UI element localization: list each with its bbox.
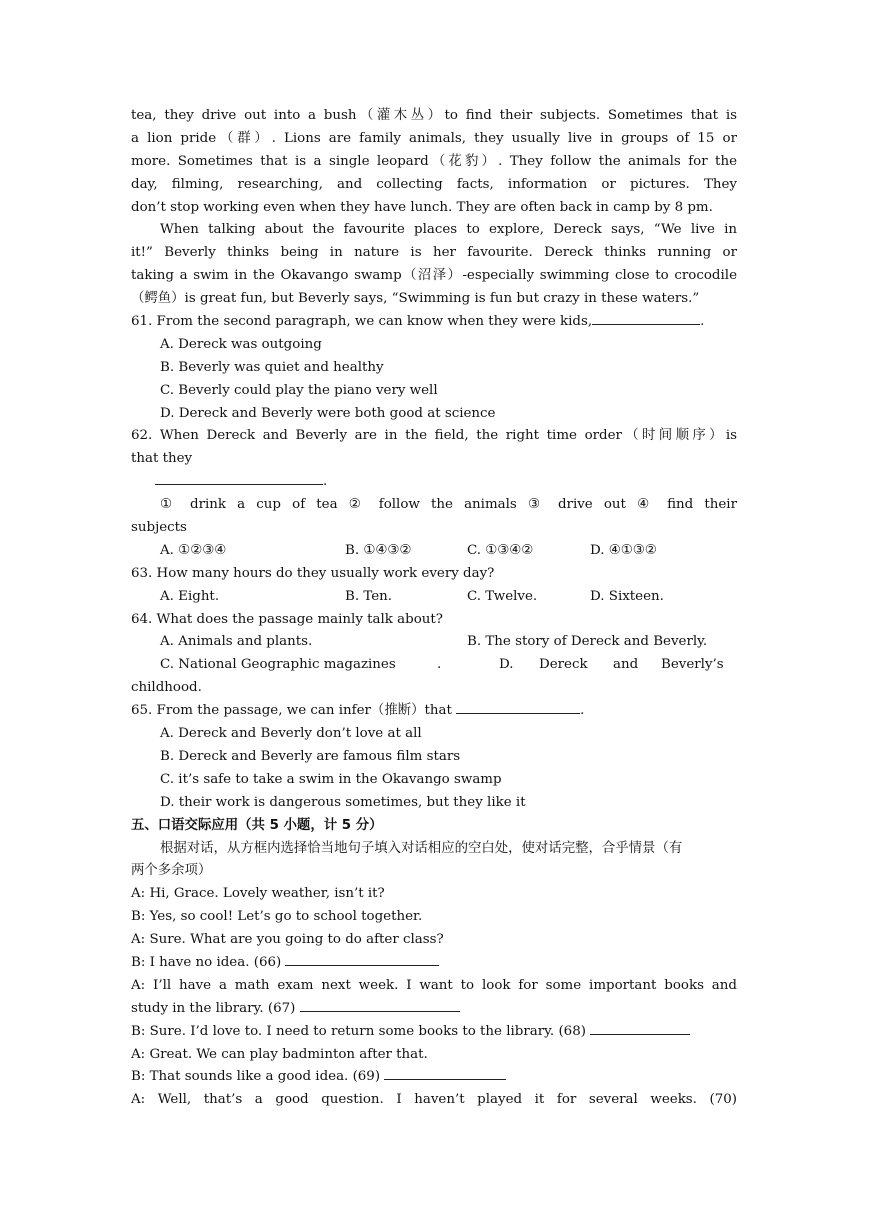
options-row [131,540,737,563]
dialogue-line: A: Sure. What are you going to do after class? [131,932,444,948]
answer-blank[interactable] [155,472,323,485]
answer-blank-68[interactable] [590,1022,690,1035]
passage-line: day, filming, researching, and collecting facts, information or pictures. They [131,176,737,192]
options-row [131,586,737,609]
passage-line: a lion pride（群）. Lions are family animals, they usually live in groups of 15 or [131,130,737,146]
passage-line: taking a swim in the Okavango swamp（沼泽）-especially swimming close to crocodile [131,268,737,284]
option: D. their work is dangerous sometimes, but they like it [160,794,526,810]
option: B. The story of Dereck and Beverly. [467,634,708,650]
option: A. Dereck and Beverly don’t love at all [160,726,422,742]
option: C. Beverly could play the piano very well [160,382,438,398]
passage-line: more. Sometimes that is a single leopard（花豹）. They follow the animals for the [131,153,737,169]
dialogue-line: A: I’ll have a math exam next week. I want to look for some important books and [131,977,737,993]
passage-line: it!” Beverly thinks being in nature is her favourite. Dereck thinks running or [131,245,737,261]
answer-blank-69[interactable] [384,1067,506,1080]
options-row [131,631,737,654]
section-instruction: 根据对话，从方框内选择恰当地句子填入对话相应的空白处，使对话完整，合乎情景（有 [160,840,683,856]
passage-line: tea, they drive out into a bush（灌木丛）to find their subjects. Sometimes that is [131,108,737,123]
dialogue-line: study in the library. (67) [131,998,737,1021]
order-items: ① drink a cup of tea ② follow the animals ③ drive out ④ find their [160,497,737,513]
passage-line: When talking about the favourite places to explore, Dereck says, “We live in [160,222,737,238]
answer-blank-66[interactable] [285,953,439,966]
option: D. Dereck and Beverly were both good at science [160,405,496,421]
dialogue-line: B: I have no idea. (66) [131,952,737,975]
option: C. ①③④② [467,542,534,558]
answer-line: . [131,471,737,494]
question-65: 65. From the passage, we can infer（推断）that . [131,703,585,719]
dialogue-line: B: Yes, so cool! Let’s go to school together. [131,909,423,925]
answer-blank-67[interactable] [300,999,460,1012]
order-items-cont: subjects [131,520,187,536]
question-stem: 61. From the second paragraph, we can know when they were kids, [131,314,593,330]
option: A. Eight. [160,588,220,604]
dialogue-line: A: Well, that’s a good question. I haven’t played it for several weeks. (70) [131,1092,737,1108]
question-stem-cont: that they [131,451,193,467]
question-64: 64. What does the passage mainly talk about? [131,611,443,627]
option: D. Sixteen. [590,588,664,604]
option: C. National Geographic magazines [160,657,396,673]
dialogue-line: A: Great. We can play badminton after that. [131,1046,428,1062]
question-62-stem: 62. When Dereck and Beverly are in the field, the right time order（时间顺序）is [131,428,737,444]
answer-blank[interactable] [592,312,700,325]
option: D. ④①③② [590,542,657,558]
passage-line: don’t stop working even when they have lunch. They are often back in camp by 8 pm. [131,199,713,215]
dialogue-line: B: That sounds like a good idea. (69) [131,1066,737,1089]
passage-line: （鳄鱼）is great fun, but Beverly says, “Swimming is fun but crazy in these waters.” [131,291,700,307]
question-63: 63. How many hours do they usually work every day? [131,565,495,581]
answer-blank[interactable] [456,701,580,714]
option: D. [499,657,514,673]
question-61: 61. From the second paragraph, we can know when they were kids, . [131,314,705,330]
option: B. Dereck and Beverly are famous film stars [160,748,461,764]
option: A. Dereck was outgoing [160,336,322,352]
option: B. Beverly was quiet and healthy [160,359,384,375]
option: C. it’s safe to take a swim in the Okavango swamp [160,771,502,787]
options-row: C. National Geographic magazines . D. Dereck and Beverly’s [131,654,737,677]
option-cont: childhood. [131,680,202,696]
section-title: 五、口语交际应用（共 5 小题，计 5 分） [131,817,383,833]
page-content [131,105,737,1112]
option: C. Twelve. [467,588,538,604]
option: B. Ten. [345,588,393,604]
dialogue-line: A: Hi, Grace. Lovely weather, isn’t it? [131,886,385,902]
section-instruction: 两个多余项） [131,863,212,879]
question-stem: 65. From the passage, we can infer（推断）that [131,703,452,719]
option: B. ①④③② [345,542,412,558]
dialogue-line: B: Sure. I’d love to. I need to return some books to the library. (68) [131,1021,737,1044]
option: A. Animals and plants. [160,634,313,650]
option: A. ①②③④ [160,542,227,558]
